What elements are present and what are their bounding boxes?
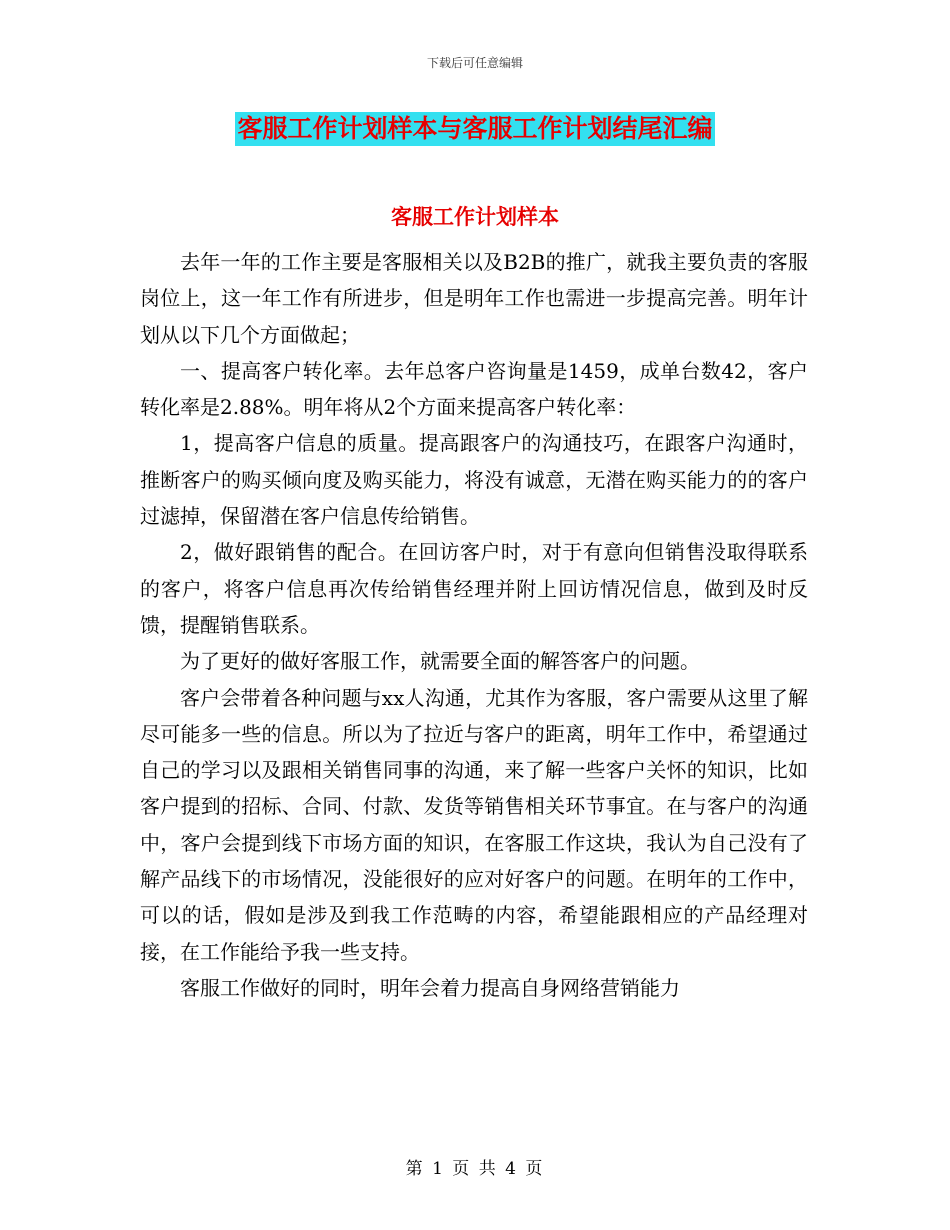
header-note: 下载后可任意编辑 bbox=[426, 56, 523, 70]
section-title: 客服工作计划样本 bbox=[391, 205, 559, 229]
document-body bbox=[140, 244, 808, 1006]
paragraph: 客户会带着各种问题与xx人沟通，尤其作为客服，客户需要从这里了解尽可能多一些的信息。所以为了拉近与客户的距离，明年工作中，希望通过自己的学习以及跟相关销售同事的沟通，来了解一些客户关怀的知识，比如客户提到的招标、合同、付款、发货等销售相关环节事宜。在与客户的沟通中，客户会提到线下市场方面的知识，在客服工作这块，我认为自己没有了解产品线下的市场情况，没能很好的应对好客户的问题。在明年的工作中，可以的话，假如是涉及到我工作范畴的内容，希望能跟相应的产品经理对接，在工作能给予我一些支持。 bbox=[140, 685, 808, 964]
paragraph: 一、提高客户转化率。去年总客户咨询量是1459，成单台数42，客户转化率是2.88%。明年将从2个方面来提高客户转化率： bbox=[140, 358, 808, 420]
main-title-wrapper bbox=[0, 112, 950, 146]
paragraph: 去年一年的工作主要是客服相关以及B2B的推广，就我主要负责的客服岗位上，这一年工作有所进步，但是明年工作也需进一步提高完善。明年计划从以下几个方面做起； bbox=[140, 250, 808, 347]
paragraph: 1，提高客户信息的质量。提高跟客户的沟通技巧，在跟客户沟通时，推断客户的购买倾向度及购买能力，将没有诚意，无潜在购买能力的的客户过滤掉，保留潜在客户信息传给销售。 bbox=[140, 431, 808, 529]
page-number: 第 1 页 共 4 页 bbox=[405, 1159, 545, 1179]
main-title: 客服工作计划样本与客服工作计划结尾汇编 bbox=[235, 112, 714, 146]
paragraph: 客服工作做好的同时，明年会着力提高自身网络营销能力 bbox=[180, 975, 680, 1000]
paragraph: 为了更好的做好客服工作，就需要全面的解答客户的问题。 bbox=[180, 649, 700, 674]
paragraph: 2，做好跟销售的配合。在回访客户时，对于有意向但销售没取得联系的客户，将客户信息再次传给销售经理并附上回访情况信息，做到及时反馈，提醒销售联系。 bbox=[140, 540, 808, 637]
